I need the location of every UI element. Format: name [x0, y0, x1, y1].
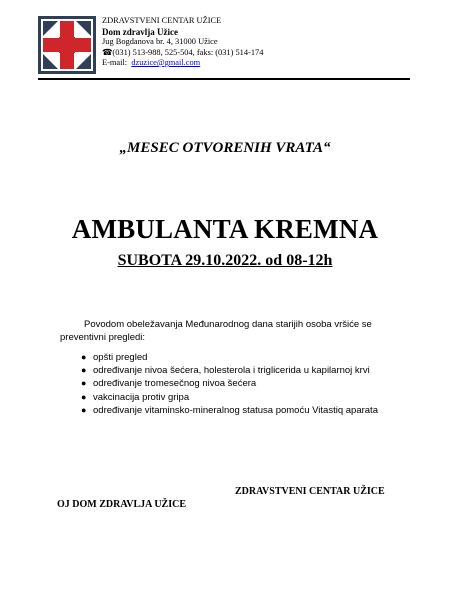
list-item: ● određivanje vitaminsko-mineralnog statusa pomoću Vitastiq aparata	[81, 404, 378, 416]
services-list	[81, 351, 413, 417]
bullet-icon: ●	[81, 352, 87, 362]
red-cross-logo-icon	[38, 16, 96, 74]
letterhead	[102, 16, 263, 69]
institution-name: ZDRAVSTVENI CENTAR UŽICE	[102, 16, 222, 25]
list-item: ● vakcinacija protiv gripa	[81, 391, 190, 403]
phone-fax: ☎(031) 513-988, 525-504, faks: (031) 514-174	[102, 47, 264, 57]
bullet-icon: ●	[81, 378, 87, 389]
list-item: ● određivanje nivoa šećera, holesterola i triglicerida u kapilarnoj krvi	[81, 365, 370, 377]
intro-paragraph: Povodom obeležavanja Međunarodnog dana starijih osoba vršiće se preventivni pregledi:	[60, 319, 372, 343]
list-item: ● opšti pregled	[81, 352, 148, 363]
address: Jug Bogdanova br. 4, 31000 Užice	[102, 37, 218, 46]
email-link[interactable]: dzuzice@gmail.com	[131, 58, 201, 67]
bullet-icon: ●	[81, 365, 87, 376]
main-title: AMBULANTA KREMNA	[71, 214, 379, 244]
event-title: „MESEC OTVORENIH VRATA“	[119, 140, 331, 156]
bullet-icon: ●	[81, 391, 87, 402]
date-line: SUBOTA 29.10.2022. od 08-12h	[117, 252, 333, 269]
organization-name: Dom zdravlja Užice	[102, 26, 178, 37]
signature-unit: OJ DOM ZDRAVLJA UŽICE	[57, 499, 186, 510]
signature-institution: ZDRAVSTVENI CENTAR UŽICE	[235, 486, 385, 497]
bullet-icon: ●	[81, 404, 87, 415]
header-divider	[38, 78, 410, 80]
email-label: E-mail:	[102, 58, 128, 67]
email-line	[102, 58, 263, 69]
list-item: ● određivanje tromesečnog nivoa šećera	[81, 378, 257, 390]
